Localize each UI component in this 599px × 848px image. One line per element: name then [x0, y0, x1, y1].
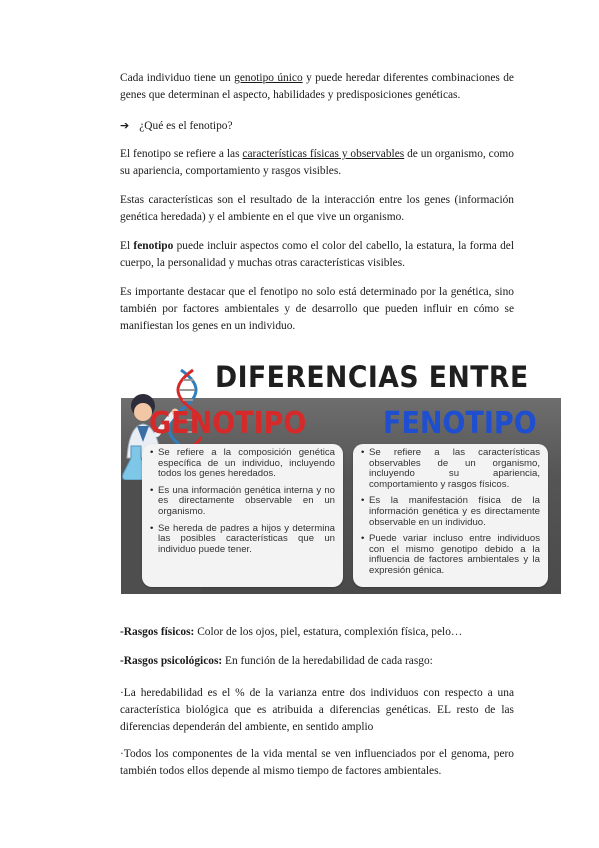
fenotipo-heading: FENOTIPO	[383, 406, 537, 441]
rasgos-psicologicos	[120, 653, 514, 670]
list-item: • Se hereda de padres a hijos y determina las posibles características que un individuo puede tener.	[152, 524, 335, 556]
rasgos-psicologicos-label: -Rasgos psicológicos:	[120, 655, 223, 667]
list-item: • Es una información genética interna y no es directamente observable en un organismo.	[152, 486, 335, 518]
text: Cada individuo tiene un	[120, 72, 235, 84]
list-item: • Puede variar incluso entre individuos con el mismo genotipo debido a la influencia de factores ambientales y la expresión génica.	[363, 534, 540, 576]
infographic-title: DIFERENCIAS ENTRE	[215, 360, 529, 394]
infographic-genotipo-fenotipo	[121, 352, 561, 594]
arrow-right-icon: ➔	[120, 119, 130, 132]
genotipo-unico-link[interactable]: genotipo único	[234, 72, 303, 84]
paragraph-interaction: Estas características son el resultado de la interacción entre los genes (información genética heredada) y el ambiente en el que vive un organismo.	[120, 194, 514, 223]
list-item: • Se refiere a la composición genética específica de un individuo, incluyendo todos los genes heredados.	[152, 448, 335, 480]
paragraph-aspects	[120, 238, 514, 272]
genotipo-panel	[142, 444, 343, 587]
paragraph-definition	[120, 146, 514, 180]
text: El	[120, 240, 134, 252]
text: de un organismo, como su apariencia, comportamiento y rasgos visibles.	[120, 148, 514, 177]
paragraph-genotipo-unico	[120, 70, 514, 104]
question-heading	[120, 117, 514, 135]
rasgos-fisicos	[120, 624, 514, 641]
fenotipo-panel	[353, 444, 548, 587]
fenotipo-bold: fenotipo	[133, 240, 174, 252]
rasgos-psicologicos-text: En función de la heredabilidad de cada rasgo:	[222, 655, 433, 667]
paragraph-environment: Es importante destacar que el fenotipo no solo está determinado por la genética, sino también por factores ambientales y de desarrollo que pueden influir en cómo se manifiestan los genes en un individuo.	[120, 286, 514, 332]
genotipo-heading: GENOTIPO	[149, 406, 307, 441]
caracteristicas-link[interactable]: características físicas y observables	[242, 148, 405, 160]
text: y puede heredar diferentes combinaciones de genes que determinan el aspecto, habilidades y predisposiciones genéticas.	[120, 72, 514, 101]
genotipo-list	[142, 444, 343, 555]
list-item: • Se refiere a las características observables de un organismo, incluyendo su apariencia, comportamiento y rasgos físicos.	[363, 448, 540, 490]
list-item: • Es la manifestación física de la información genética y es directamente observable en un individuo.	[363, 496, 540, 528]
rasgos-fisicos-text: Color de los ojos, piel, estatura, complexión física, pelo…	[194, 626, 463, 638]
fenotipo-list	[353, 444, 548, 577]
rasgos-fisicos-label: -Rasgos físicos:	[120, 626, 195, 638]
question-text: ¿Qué es el fenotipo?	[139, 120, 233, 132]
paragraph-heredabilidad: ·La heredabilidad es el % de la varianza entre dos individuos con respecto a una característica biológica que es atribuida a diferencias genéticas. EL resto de las diferencias dependerán del ambiente, en sentido amplio	[120, 687, 514, 733]
text: puede incluir aspectos como el color del cabello, la estatura, la forma del cuerpo, la personalidad y muchas otras características visibles.	[120, 240, 514, 269]
text: El fenotipo se refiere a las	[120, 148, 243, 160]
paragraph-componentes: ·Todos los componentes de la vida mental se ven influenciados por el genoma, pero también todos ellos depende al mismo tiempo de factores ambientales.	[120, 748, 514, 777]
